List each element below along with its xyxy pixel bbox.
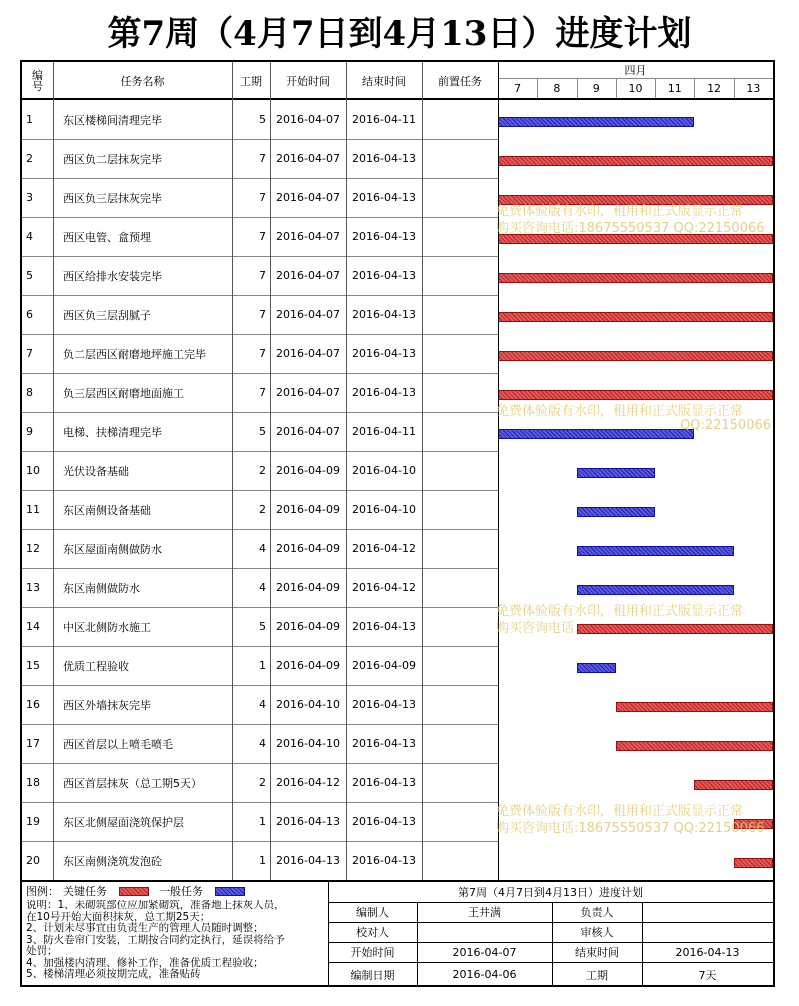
task-end: 2016-04-13 [352,230,416,243]
task-end: 2016-04-13 [352,737,416,750]
task-name: 负二层西区耐磨地坪施工完毕 [63,347,206,361]
watermark-text: 购买咨询电话:18675550537 QQ:22150066 [496,821,765,836]
column-divider [232,62,233,880]
task-no: 6 [26,308,33,321]
task-start: 2016-04-13 [276,815,340,828]
task-no: 7 [26,347,33,360]
task-name: 东区南侧设备基础 [63,503,151,517]
footer-start-label: 开始时间 [350,946,395,959]
note-line: 在10号开始大面积抹灰，总工期25天； [26,910,211,923]
task-name: 中区北侧防水施工 [63,620,151,634]
divider [734,78,735,98]
gantt-bar-normal [577,663,616,673]
divider [577,78,578,98]
task-start: 2016-04-07 [276,152,340,165]
task-start: 2016-04-09 [276,581,340,594]
task-no: 2 [26,152,33,165]
watermark-text: 购买咨询电话 [496,621,575,636]
watermark-text: 免费体验版有水印，租用和正式版显示正常 [496,404,744,419]
header-day: 7 [514,81,522,95]
gantt-bar-normal [577,468,656,478]
task-start: 2016-04-07 [276,113,340,126]
task-name: 东区南侧浇筑发泡砼 [63,854,162,868]
divider [655,78,656,98]
task-end: 2016-04-13 [352,620,416,633]
task-name: 西区电管、盒预埋 [63,230,151,244]
task-start: 2016-04-10 [276,737,340,750]
header-day: 8 [553,81,561,95]
footer-compiler-value: 王井满 [468,906,501,919]
task-name: 西区首层以上喷毛喷毛 [63,737,173,751]
task-name: 光伏设备基础 [63,464,129,478]
footer-reviewer-value [642,922,773,942]
notes [26,900,326,985]
divider [537,78,538,98]
header-end: 结束时间 [362,74,406,88]
task-no: 11 [26,503,40,516]
task-end: 2016-04-10 [352,464,416,477]
task-duration: 5 [259,113,266,126]
gantt-table [20,60,775,987]
footer-responsible-value [642,902,773,922]
gantt-bar-critical [616,702,773,712]
task-no: 19 [26,815,40,828]
task-no: 18 [26,776,40,789]
task-start: 2016-04-13 [276,854,340,867]
task-duration: 4 [259,698,266,711]
task-name: 东区北侧屋面浇筑保护层 [63,815,184,829]
gantt-bar-critical [498,312,773,322]
divider [694,78,695,98]
column-divider [270,62,271,880]
task-start: 2016-04-07 [276,308,340,321]
task-name: 西区负三层刮腻子 [63,308,151,322]
task-end: 2016-04-11 [352,113,416,126]
footer-date-value: 2016-04-06 [452,968,517,981]
task-duration: 7 [259,386,266,399]
task-start: 2016-04-12 [276,776,340,789]
note-line: 4、加强楼内清理、修补工作，准备优质工程验收； [26,956,264,969]
footer-checker-value [417,922,552,942]
task-no: 9 [26,425,33,438]
watermark-text: 购买咨询电话:18675550537 QQ:22150066 [496,221,765,236]
task-name: 优质工程验收 [63,659,129,673]
gantt-bar-normal [577,585,734,595]
task-duration: 7 [259,347,266,360]
task-no: 17 [26,737,40,750]
task-start: 2016-04-09 [276,659,340,672]
watermark-text: QQ:22150066 [680,418,772,433]
task-duration: 1 [259,815,266,828]
header-day: 12 [707,81,722,95]
footer-responsible-label: 负责人 [580,906,614,919]
gantt-bar-critical [694,780,773,790]
task-name: 东区南侧做防水 [63,581,140,595]
task-duration: 1 [259,659,266,672]
footer-reviewer-label: 审核人 [580,926,614,939]
task-end: 2016-04-13 [352,815,416,828]
task-duration: 7 [259,191,266,204]
column-divider [422,62,423,880]
watermark-text: 免费体验版有水印，租用和正式版显示正常 [496,604,744,619]
gantt-bar-critical [498,234,773,244]
footer-duration-label: 工期 [586,968,608,982]
task-name: 西区给排水安装完毕 [63,269,162,283]
task-duration: 2 [259,464,266,477]
task-name: 西区负二层抹灰完毕 [63,152,162,166]
watermark-text: 免费体验版有水印，租用和正式版显示正常 [496,804,744,819]
legend-critical-label: 关键任务 [63,885,107,898]
task-end: 2016-04-13 [352,152,416,165]
gantt-bar-critical [498,273,773,283]
legend-normal-label: 一般任务 [159,885,203,898]
task-end: 2016-04-11 [352,425,416,438]
header-no: 编号 [32,69,43,93]
gantt-bar-critical [577,624,773,634]
legend-critical-swatch [119,887,149,896]
task-no: 14 [26,620,40,633]
task-start: 2016-04-10 [276,698,340,711]
task-no: 3 [26,191,33,204]
task-no: 13 [26,581,40,594]
legend-prefix: 图例： [26,885,59,898]
task-end: 2016-04-13 [352,698,416,711]
watermark-text: 免费体验版有水印，租用和正式版显示正常 [496,204,744,219]
gantt-bar-critical [734,819,773,829]
gantt-bar-critical [616,741,773,751]
divider [616,78,617,98]
gantt-bar-normal [498,117,694,127]
task-end: 2016-04-13 [352,269,416,282]
gantt-bar-normal [577,507,656,517]
task-start: 2016-04-07 [276,191,340,204]
column-divider [53,62,54,880]
task-start: 2016-04-07 [276,425,340,438]
task-duration: 7 [259,230,266,243]
task-end: 2016-04-10 [352,503,416,516]
gantt-bar-critical [498,156,773,166]
task-end: 2016-04-13 [352,308,416,321]
task-start: 2016-04-09 [276,620,340,633]
gantt-bar-critical [734,858,773,868]
footer-start-value: 2016-04-07 [452,945,517,959]
task-name: 电梯、扶梯清理完毕 [63,425,162,439]
task-no: 1 [26,113,33,126]
footer-end-value: 2016-04-13 [675,945,740,959]
task-name: 东区屋面南侧做防水 [63,542,162,556]
note-line: 3、防火卷帘门安装，工期按合同约定执行，延误将给予 [26,933,285,946]
header-day: 11 [667,81,682,95]
header-duration: 工期 [240,74,262,88]
footer-title: 第7周（4月7日到4月13日）进度计划 [458,886,643,899]
task-end: 2016-04-13 [352,347,416,360]
column-divider [498,62,499,880]
task-no: 10 [26,464,40,477]
task-end: 2016-04-13 [352,386,416,399]
task-duration: 4 [259,737,266,750]
note-line: 处罚； [26,945,58,957]
task-no: 4 [26,230,33,243]
task-end: 2016-04-12 [352,581,416,594]
gantt-bar-critical [498,195,773,205]
header-start: 开始时间 [286,74,330,88]
note-line: 5、楼梯清理必须按期完成，准备贴砖 [26,968,201,980]
task-start: 2016-04-07 [276,230,340,243]
task-end: 2016-04-12 [352,542,416,555]
task-start: 2016-04-07 [276,386,340,399]
task-duration: 2 [259,776,266,789]
task-no: 16 [26,698,40,711]
task-no: 15 [26,659,40,672]
task-no: 20 [26,854,40,867]
task-start: 2016-04-07 [276,347,340,360]
task-name: 东区楼梯间清理完毕 [63,113,162,127]
note-line: 2、计划未尽事宜由负责生产的管理人员随时调整； [26,922,264,934]
task-name: 西区负三层抹灰完毕 [63,191,162,205]
page-title: 第7周（4月7日到4月13日）进度计划 [107,14,692,54]
header-day: 13 [746,81,761,95]
task-no: 5 [26,269,33,282]
task-duration: 4 [259,542,266,555]
task-end: 2016-04-13 [352,776,416,789]
task-start: 2016-04-09 [276,503,340,516]
task-duration: 7 [259,308,266,321]
header-pred: 前置任务 [438,74,482,88]
task-no: 8 [26,386,33,399]
task-start: 2016-04-09 [276,464,340,477]
task-duration: 1 [259,854,266,867]
gantt-bar-normal [577,546,734,556]
column-divider [346,62,347,880]
gantt-bar-critical [498,390,773,400]
task-duration: 7 [259,152,266,165]
task-end: 2016-04-09 [352,659,416,672]
task-name: 负三层西区耐磨地面施工 [63,386,184,400]
task-duration: 5 [259,425,266,438]
header-day: 9 [592,81,600,95]
gantt-bar-critical [498,351,773,361]
legend [26,884,326,898]
task-duration: 7 [259,269,266,282]
task-end: 2016-04-13 [352,191,416,204]
header-month: 四月 [624,64,647,77]
task-name: 西区首层抹灰（总工期5天） [63,776,202,790]
footer-end-label: 结束时间 [575,946,619,959]
task-no: 12 [26,542,40,555]
task-duration: 5 [259,620,266,633]
header-day: 10 [628,81,643,95]
task-duration: 2 [259,503,266,516]
footer-date-label: 编制日期 [350,968,395,982]
task-name: 西区外墙抹灰完毕 [63,698,151,712]
task-duration: 4 [259,581,266,594]
footer-duration-value: 7天 [698,968,717,982]
gantt-bar-normal [498,429,694,439]
divider [498,78,773,79]
footer-checker-label: 校对人 [356,926,389,939]
header-name: 任务名称 [120,74,165,88]
task-start: 2016-04-07 [276,269,340,282]
task-end: 2016-04-13 [352,854,416,867]
footer-compiler-label: 编制人 [356,906,389,919]
legend-normal-swatch [215,887,245,896]
note-line: 说明：1、未砌筑部位应加紧砌筑，准备地上抹灰人员， [26,900,285,911]
task-start: 2016-04-09 [276,542,340,555]
